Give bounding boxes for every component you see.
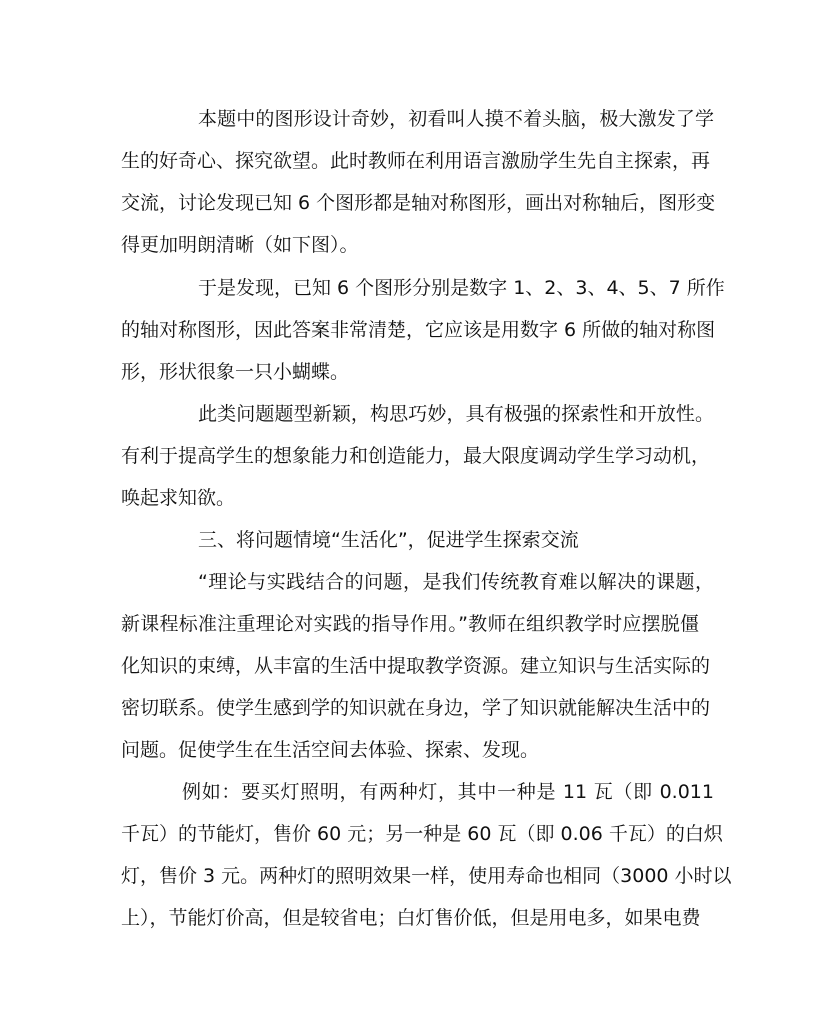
paragraph-line: “理论与实践结合的问题，是我们传统教育难以解决的课题， — [198, 571, 714, 593]
paragraph-line: 新课程标准注重理论对实践的指导作用。”教师在组织教学时应摆脱僵 — [121, 613, 699, 635]
paragraph-line: 灯，售价 3 元。两种灯的照明效果一样，使用寿命也相同（3000 小时以 — [121, 865, 732, 887]
paragraph-line: 千瓦）的节能灯，售价 60 元；另一种是 60 瓦（即 0.06 千瓦）的白炽 — [121, 823, 723, 845]
paragraph-line: 得更加明朗清晰（如下图）。 — [121, 234, 359, 256]
paragraph-line: 唤起求知欲。 — [121, 487, 236, 509]
paragraph-line: 此类问题题型新颖，构思巧妙，具有极强的探索性和开放性。 — [198, 403, 714, 425]
section-heading: 三、将问题情境“生活化”，促进学生探索交流 — [198, 529, 579, 551]
paragraph-line: 有利于提高学生的想象能力和创造能力，最大限度调动学生学习动机， — [121, 445, 711, 467]
paragraph-line: 问题。促使学生在生活空间去体验、探索、发现。 — [121, 739, 540, 761]
paragraph-line: 的轴对称图形，因此答案非常清楚，它应该是用数字 6 所做的轴对称图 — [121, 319, 716, 341]
paragraph-line: 交流，讨论发现已知 6 个图形都是轴对称图形，画出对称轴后，图形变 — [121, 192, 716, 214]
paragraph-line: 生的好奇心、探究欲望。此时教师在利用语言激励学生先自主探索，再 — [121, 150, 711, 172]
paragraph-line: 例如：要买灯照明，有两种灯，其中一种是 11 瓦（即 0.011 — [182, 781, 714, 803]
paragraph-line: 上），节能灯价高，但是较省电；白灯售价低，但是用电多，如果电费 — [121, 907, 701, 929]
paragraph-line: 密切联系。使学生感到学的知识就在身边，学了知识就能解决生活中的 — [121, 697, 711, 719]
paragraph-line: 本题中的图形设计奇妙，初看叫人摸不着头脑，极大激发了学 — [198, 108, 714, 130]
paragraph-line: 化知识的束缚，从丰富的生活中提取教学资源。建立知识与生活实际的 — [121, 655, 711, 677]
paragraph-line: 于是发现，已知 6 个图形分别是数字 1、2、3、4、5、7 所作 — [198, 277, 725, 299]
paragraph-line: 形，形状很象一只小蝴蝶。 — [121, 361, 350, 383]
